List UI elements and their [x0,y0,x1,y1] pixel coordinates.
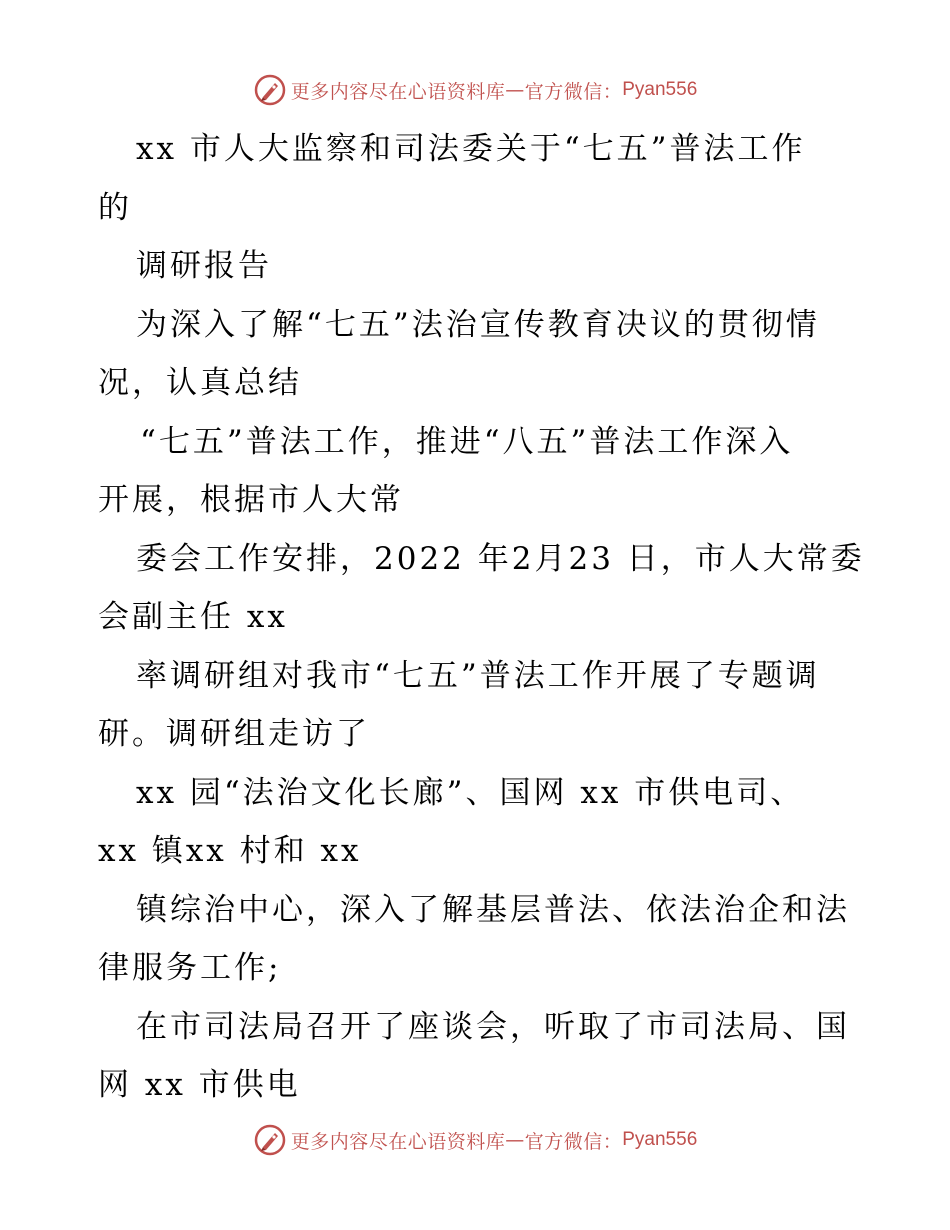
paragraph-line: 律服务工作; [98,950,282,986]
watermark-account: Pyan556 [622,79,698,100]
document-body [98,120,865,1115]
watermark-separator: — [505,79,525,101]
paragraph-line: “七五”普法工作，推进“八五”普法工作深入 [140,423,794,460]
paragraph-line: 率调研组对我市“七五”普法工作开展了专题调 [136,657,820,694]
paragraph-line: 研。调研组走访了 [98,716,370,752]
watermark-official-label: 官方微信： [524,1130,623,1153]
watermark-text: 更多内容尽在心语资料库 [290,1130,506,1153]
paragraph-line: 开展，根据市人大常 [98,482,404,518]
paragraph-line: 在市司法局召开了座谈会，听取了市司法局、国 [136,1008,850,1045]
footer-watermark [0,1120,950,1160]
watermark-official-label: 官方微信： [524,80,623,103]
paragraph-line: 会副主任 xx [98,599,288,635]
paragraph-line: 镇综治中心，深入了解基层普法、依法治企和法 [136,891,850,928]
paragraph-line: 委会工作安排，2022 年2月23 日，市人大常委 [136,540,865,577]
watermark-separator: — [505,1129,525,1151]
paragraph-line: 网 xx 市供电 [98,1067,301,1103]
paragraph-line: 况，认真总结 [98,365,302,401]
document-title-line: xx 市人大监察和司法委关于“七五”普法工作 [136,131,806,167]
paragraph-line: 为深入了解“七五”法治宣传教育决议的贯彻情 [136,306,820,343]
pen-nib-logo-icon [253,73,287,107]
document-title-line: 的 [98,189,132,226]
header-watermark [0,70,950,110]
watermark-text: 更多内容尽在心语资料库 [290,80,506,103]
pen-nib-logo-icon [253,1123,287,1157]
paragraph-line: xx 园“法治文化长廊”、国网 xx 市供电司、 [136,774,805,811]
paragraph-line: xx 镇xx 村和 xx [98,833,362,869]
watermark-account: Pyan556 [622,1129,698,1150]
document-subtitle-line: 调研报告 [136,248,272,284]
